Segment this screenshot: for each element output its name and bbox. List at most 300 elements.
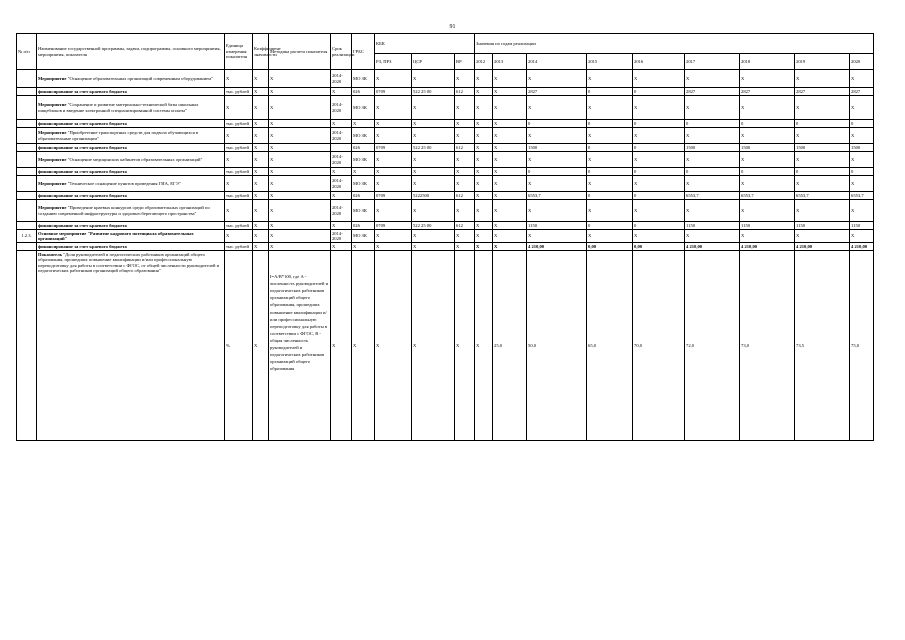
row-num	[17, 176, 37, 192]
row-vr: 612	[455, 88, 475, 96]
row-value-2015: 0	[587, 144, 633, 152]
row-value-2017: Х	[685, 176, 740, 192]
row-value-2013: Х	[493, 168, 527, 176]
row-value-2018: Х	[740, 176, 795, 192]
row-value-2018: 6553,7	[740, 192, 795, 200]
row-value-2019: Х	[795, 152, 850, 168]
row-value-2020: 6553,7	[850, 192, 874, 200]
row-value-2019: Х	[795, 128, 850, 144]
row-csr: Х	[412, 96, 455, 120]
row-num: 1.2.3.	[17, 230, 37, 243]
row-term: 2014-2020	[331, 230, 352, 243]
row-value-2017: 6553,7	[685, 192, 740, 200]
row-value-2017: Х	[685, 128, 740, 144]
page-number: 91	[449, 24, 456, 30]
row-vr: Х	[455, 251, 475, 441]
row-grbs: 026	[352, 144, 375, 152]
row-name: Мероприятие "Сохранение и развитие материально-технической базы школьных пищеблоков и введение электронной специализированной системы оплаты"	[37, 96, 225, 120]
row-value-2015: 0	[587, 168, 633, 176]
row-rz: 0709	[375, 222, 412, 230]
row-value-2016: 0	[633, 168, 685, 176]
table-row	[17, 230, 874, 243]
row-value-2013: Х	[493, 176, 527, 192]
col-kbk: КБК	[375, 34, 475, 54]
row-value-2017: 0	[685, 168, 740, 176]
row-value-2013: Х	[493, 243, 527, 251]
row-term: Х	[331, 251, 352, 441]
program-table	[16, 33, 874, 441]
row-csr: 522 25 00	[412, 144, 455, 152]
table-row	[17, 70, 874, 88]
row-rz: Х	[375, 128, 412, 144]
row-value-2019: 0	[795, 168, 850, 176]
table-row	[17, 96, 874, 120]
row-name: финансирование за счет краевого бюджета	[37, 222, 225, 230]
row-rz: Х	[375, 120, 412, 128]
row-value-2017: 2827	[685, 88, 740, 96]
row-grbs: Х	[352, 251, 375, 441]
row-value-2013: Х	[493, 222, 527, 230]
col-year-2020: 2020	[850, 54, 874, 70]
row-coef: Х	[253, 144, 269, 152]
row-grbs: 026	[352, 88, 375, 96]
row-term: Х	[331, 168, 352, 176]
row-value-2015: 0	[587, 88, 633, 96]
row-value-2016: Х	[633, 200, 685, 222]
row-value-2012: Х	[475, 251, 493, 441]
row-value-2012: Х	[475, 152, 493, 168]
row-method: Х	[269, 230, 331, 243]
row-coef: Х	[253, 222, 269, 230]
row-method: Х	[269, 168, 331, 176]
col-name: Наименование государственной программы, задачи, подпрограммы, основного мероприятия, мероприятия, показателя	[37, 34, 225, 70]
row-grbs: Х	[352, 120, 375, 128]
row-vr: Х	[455, 230, 475, 243]
row-value-2015: Х	[587, 176, 633, 192]
row-method: Х	[269, 200, 331, 222]
row-value-2018: Х	[740, 152, 795, 168]
row-value-2017: 1500	[685, 144, 740, 152]
row-num	[17, 96, 37, 120]
row-rz: Х	[375, 168, 412, 176]
row-value-2012: Х	[475, 230, 493, 243]
row-value-2017: Х	[685, 152, 740, 168]
row-vr: 612	[455, 144, 475, 152]
row-value-2017: 4 210,00	[685, 243, 740, 251]
row-value-2014: 6553,7	[527, 192, 587, 200]
table-row	[17, 144, 874, 152]
row-vr: Х	[455, 243, 475, 251]
row-value-2020: Х	[850, 230, 874, 243]
row-value-2013: Х	[493, 200, 527, 222]
row-value-2020: 0	[850, 120, 874, 128]
row-value-2015: 65,0	[587, 251, 633, 441]
col-year-2017: 2017	[685, 54, 740, 70]
row-grbs: МО ЗК	[352, 70, 375, 88]
row-value-2020: Х	[850, 176, 874, 192]
row-unit: тыс. рублей	[225, 168, 253, 176]
row-value-2017: Х	[685, 200, 740, 222]
row-csr: Х	[412, 176, 455, 192]
row-num	[17, 168, 37, 176]
row-term: 2014-2020	[331, 128, 352, 144]
row-value-2018: 2827	[740, 88, 795, 96]
row-value-2012: Х	[475, 144, 493, 152]
col-term: Срок реализации	[331, 34, 352, 70]
row-value-2018: Х	[740, 96, 795, 120]
row-value-2012: Х	[475, 176, 493, 192]
row-method: Х	[269, 128, 331, 144]
row-name: финансирование за счет краевого бюджета	[37, 168, 225, 176]
row-method: Х	[269, 144, 331, 152]
row-value-2019: Х	[795, 176, 850, 192]
row-name: финансирование за счет краевого бюджета	[37, 120, 225, 128]
row-value-2014: 0	[527, 120, 587, 128]
row-value-2015: Х	[587, 96, 633, 120]
table-row	[17, 192, 874, 200]
row-value-2014: 2827	[527, 88, 587, 96]
table-row	[17, 120, 874, 128]
row-value-2013: Х	[493, 88, 527, 96]
row-rz: Х	[375, 243, 412, 251]
row-value-2014: Х	[527, 230, 587, 243]
row-value-2018: 4 210,00	[740, 243, 795, 251]
row-value-2015: Х	[587, 128, 633, 144]
row-value-2020: 1150	[850, 222, 874, 230]
row-vr: Х	[455, 96, 475, 120]
row-value-2016: 70,0	[633, 251, 685, 441]
row-value-2012: Х	[475, 243, 493, 251]
row-value-2017: Х	[685, 230, 740, 243]
row-value-2013: 25,0	[493, 251, 527, 441]
col-kbk-1: ЦСР	[412, 54, 455, 70]
row-value-2020: 0	[850, 168, 874, 176]
row-unit: Х	[225, 70, 253, 88]
row-value-2015: Х	[587, 70, 633, 88]
row-rz: 0709	[375, 192, 412, 200]
row-name: финансирование за счет краевого бюджета	[37, 88, 225, 96]
row-value-2017: 72,0	[685, 251, 740, 441]
row-method: I=A/B*100, где А - численность руководителей и педагогических работников организаций общего образования, прошедших повышение квалификации и/или профессиональную переподготовку для работы в соответствии с ФГОС, В - общая численность руководителей и педагогических работников организаций общего образования	[269, 251, 331, 441]
row-method: Х	[269, 88, 331, 96]
row-value-2016: 0	[633, 222, 685, 230]
row-value-2014: Х	[527, 96, 587, 120]
row-unit: тыс. рублей	[225, 192, 253, 200]
col-year-2012: 2012	[475, 54, 493, 70]
row-name: финансирование за счет краевого бюджета	[37, 144, 225, 152]
row-value-2019: 1500	[795, 144, 850, 152]
row-value-2012: Х	[475, 96, 493, 120]
row-value-2019: 73,5	[795, 251, 850, 441]
row-value-2018: 1500	[740, 144, 795, 152]
row-value-2014: Х	[527, 152, 587, 168]
table-row	[17, 222, 874, 230]
row-value-2019: 1150	[795, 222, 850, 230]
row-rz: Х	[375, 152, 412, 168]
row-value-2018: Х	[740, 200, 795, 222]
row-value-2013: Х	[493, 120, 527, 128]
table-row	[17, 168, 874, 176]
row-method: Х	[269, 176, 331, 192]
row-value-2016: Х	[633, 96, 685, 120]
row-method: Х	[269, 96, 331, 120]
row-num	[17, 88, 37, 96]
row-term: 2014-2020	[331, 96, 352, 120]
row-value-2019: Х	[795, 200, 850, 222]
row-grbs: МО ЗК	[352, 176, 375, 192]
table-row	[17, 152, 874, 168]
row-value-2016: 0	[633, 88, 685, 96]
row-value-2019: Х	[795, 70, 850, 88]
row-coef: Х	[253, 251, 269, 441]
row-vr: 612	[455, 192, 475, 200]
row-value-2013: Х	[493, 70, 527, 88]
row-vr: Х	[455, 152, 475, 168]
row-value-2014: Х	[527, 176, 587, 192]
row-unit: Х	[225, 176, 253, 192]
row-name: финансирование за счет краевого бюджета	[37, 243, 225, 251]
row-vr: 612	[455, 222, 475, 230]
row-grbs: МО ЗК	[352, 152, 375, 168]
row-value-2014: Х	[527, 70, 587, 88]
row-vr: Х	[455, 200, 475, 222]
row-value-2020: 75,0	[850, 251, 874, 441]
row-grbs: МО ЗК	[352, 230, 375, 243]
row-value-2016: Х	[633, 70, 685, 88]
row-term: Х	[331, 243, 352, 251]
table-row	[17, 176, 874, 192]
col-method: Методика расчета показателя	[269, 34, 331, 70]
row-csr: Х	[412, 70, 455, 88]
row-csr: Х	[412, 128, 455, 144]
row-rz: Х	[375, 176, 412, 192]
row-name: Мероприятие "Оснащение образовательных организаций современным оборудованием"	[37, 70, 225, 88]
row-value-2012: Х	[475, 168, 493, 176]
row-grbs: 026	[352, 192, 375, 200]
row-rz: 0709	[375, 88, 412, 96]
row-term: 2014-2020	[331, 152, 352, 168]
row-grbs: 026	[352, 222, 375, 230]
row-value-2015: Х	[587, 200, 633, 222]
row-num	[17, 200, 37, 222]
row-unit: тыс. рублей	[225, 144, 253, 152]
row-grbs: МО ЗК	[352, 128, 375, 144]
row-csr: Х	[412, 152, 455, 168]
row-value-2016: 0,00	[633, 243, 685, 251]
row-num	[17, 70, 37, 88]
row-value-2015: 0	[587, 120, 633, 128]
row-grbs: Х	[352, 243, 375, 251]
row-method: Х	[269, 243, 331, 251]
row-value-2014: 1500	[527, 144, 587, 152]
row-value-2015: 0,00	[587, 243, 633, 251]
col-year-2013: 2013	[493, 54, 527, 70]
row-value-2013: Х	[493, 128, 527, 144]
row-name: Мероприятие "Техническое оснащение пунктов проведения ГИА, ЕГЭ"	[37, 176, 225, 192]
row-coef: Х	[253, 70, 269, 88]
row-name: Мероприятие "Оснащение медицинских кабинетов образовательных организаций"	[37, 152, 225, 168]
row-csr: Х	[412, 168, 455, 176]
row-term: 2014-2020	[331, 176, 352, 192]
row-grbs: Х	[352, 168, 375, 176]
row-value-2014: Х	[527, 128, 587, 144]
row-value-2019: 0	[795, 120, 850, 128]
row-value-2012: Х	[475, 88, 493, 96]
row-value-2019: 6553,7	[795, 192, 850, 200]
row-coef: Х	[253, 243, 269, 251]
row-term: 2014-2020	[331, 70, 352, 88]
row-value-2018: 0	[740, 120, 795, 128]
row-term: Х	[331, 222, 352, 230]
row-term: 2014-2020	[331, 200, 352, 222]
row-coef: Х	[253, 176, 269, 192]
row-value-2020: Х	[850, 152, 874, 168]
row-name: Показатель "Доля руководителей и педагогических работников организаций общего образования, прошедших повышение квалификации и/или профессиональную переподготовку для работы в соответствии с ФГОС, от общей численности руководителей и педагогических работников организаций общего образования"	[37, 251, 225, 441]
row-csr: Х	[412, 243, 455, 251]
row-value-2016: 0	[633, 192, 685, 200]
row-value-2019: 2827	[795, 88, 850, 96]
row-unit: тыс. рублей	[225, 120, 253, 128]
row-value-2017: Х	[685, 70, 740, 88]
row-value-2020: 1500	[850, 144, 874, 152]
row-term: Х	[331, 88, 352, 96]
table-row	[17, 88, 874, 96]
col-year-2018: 2018	[740, 54, 795, 70]
row-csr: 522 25 00	[412, 88, 455, 96]
row-unit: тыс. рублей	[225, 243, 253, 251]
row-num	[17, 128, 37, 144]
row-name: финансирование за счет краевого бюджета	[37, 192, 225, 200]
row-num	[17, 192, 37, 200]
row-csr: 522 25 00	[412, 222, 455, 230]
row-value-2016: 0	[633, 120, 685, 128]
row-value-2018: 1150	[740, 222, 795, 230]
row-value-2018: Х	[740, 128, 795, 144]
row-csr: Х	[412, 120, 455, 128]
row-value-2012: Х	[475, 192, 493, 200]
row-rz: Х	[375, 70, 412, 88]
row-value-2017: Х	[685, 96, 740, 120]
row-grbs: МО ЗК	[352, 96, 375, 120]
row-value-2012: Х	[475, 70, 493, 88]
row-unit: %	[225, 251, 253, 441]
col-num: № п/п	[17, 34, 37, 70]
row-value-2015: Х	[587, 230, 633, 243]
row-method: Х	[269, 152, 331, 168]
row-value-2016: 0	[633, 144, 685, 152]
row-coef: Х	[253, 230, 269, 243]
indicator-row	[17, 251, 874, 441]
row-value-2018: Х	[740, 70, 795, 88]
row-unit: тыс. рублей	[225, 222, 253, 230]
row-value-2019: Х	[795, 96, 850, 120]
row-coef: Х	[253, 168, 269, 176]
row-unit: Х	[225, 230, 253, 243]
table-row	[17, 128, 874, 144]
row-csr: Х	[412, 230, 455, 243]
row-num	[17, 144, 37, 152]
row-csr: Х	[412, 200, 455, 222]
row-value-2013: Х	[493, 192, 527, 200]
row-method: Х	[269, 222, 331, 230]
row-value-2015: 0	[587, 222, 633, 230]
row-num	[17, 120, 37, 128]
row-value-2015: Х	[587, 152, 633, 168]
row-grbs: МО ЗК	[352, 200, 375, 222]
row-value-2014: 50,0	[527, 251, 587, 441]
row-csr: Х	[412, 251, 455, 441]
row-method: Х	[269, 120, 331, 128]
row-value-2019: 4 210,00	[795, 243, 850, 251]
row-coef: Х	[253, 88, 269, 96]
col-coef: Коэффициент значимости	[253, 34, 269, 70]
row-rz: Х	[375, 230, 412, 243]
row-name: Мероприятие "Проведение краевых конкурсов среди образовательных организаций по созданию современной инфраструктуры и здоровьесберегающего пространства"	[37, 200, 225, 222]
col-grbs: ГРБС	[352, 34, 375, 70]
row-value-2017: 0	[685, 120, 740, 128]
row-value-2020: Х	[850, 200, 874, 222]
row-value-2016: Х	[633, 128, 685, 144]
row-value-2020: 4 210,00	[850, 243, 874, 251]
row-value-2013: Х	[493, 230, 527, 243]
row-value-2014: 0	[527, 168, 587, 176]
row-csr: 5222500	[412, 192, 455, 200]
col-year-2014: 2014	[527, 54, 587, 70]
row-num	[17, 243, 37, 251]
row-value-2014: Х	[527, 200, 587, 222]
row-value-2016: Х	[633, 176, 685, 192]
row-value-2012: Х	[475, 200, 493, 222]
row-value-2012: Х	[475, 222, 493, 230]
row-value-2020: Х	[850, 128, 874, 144]
row-name: Основное мероприятие "Развитие кадрового потенциала образовательных организаций"	[37, 230, 225, 243]
row-value-2016: Х	[633, 152, 685, 168]
row-num	[17, 222, 37, 230]
row-unit: Х	[225, 128, 253, 144]
row-num	[17, 251, 37, 441]
table-row	[17, 200, 874, 222]
row-coef: Х	[253, 200, 269, 222]
row-value-2019: Х	[795, 230, 850, 243]
row-value-2018: Х	[740, 230, 795, 243]
row-rz: 0709	[375, 144, 412, 152]
row-value-2013: Х	[493, 144, 527, 152]
col-year-2016: 2016	[633, 54, 685, 70]
row-value-2013: Х	[493, 152, 527, 168]
col-years-group: Значения по годам реализации	[475, 34, 874, 54]
row-vr: Х	[455, 120, 475, 128]
row-value-2020: Х	[850, 70, 874, 88]
row-value-2018: 73,0	[740, 251, 795, 441]
row-value-2020: Х	[850, 96, 874, 120]
col-year-2019: 2019	[795, 54, 850, 70]
row-value-2017: 1150	[685, 222, 740, 230]
row-rz: Х	[375, 96, 412, 120]
col-year-2015: 2015	[587, 54, 633, 70]
row-coef: Х	[253, 128, 269, 144]
row-method: Х	[269, 70, 331, 88]
row-unit: Х	[225, 200, 253, 222]
row-num	[17, 152, 37, 168]
col-unit: Единица измерения показателя	[225, 34, 253, 70]
row-value-2016: Х	[633, 230, 685, 243]
row-vr: Х	[455, 176, 475, 192]
col-kbk-2: ВР	[455, 54, 475, 70]
row-value-2013: Х	[493, 96, 527, 120]
row-coef: Х	[253, 152, 269, 168]
row-value-2012: Х	[475, 120, 493, 128]
row-value-2018: 0	[740, 168, 795, 176]
